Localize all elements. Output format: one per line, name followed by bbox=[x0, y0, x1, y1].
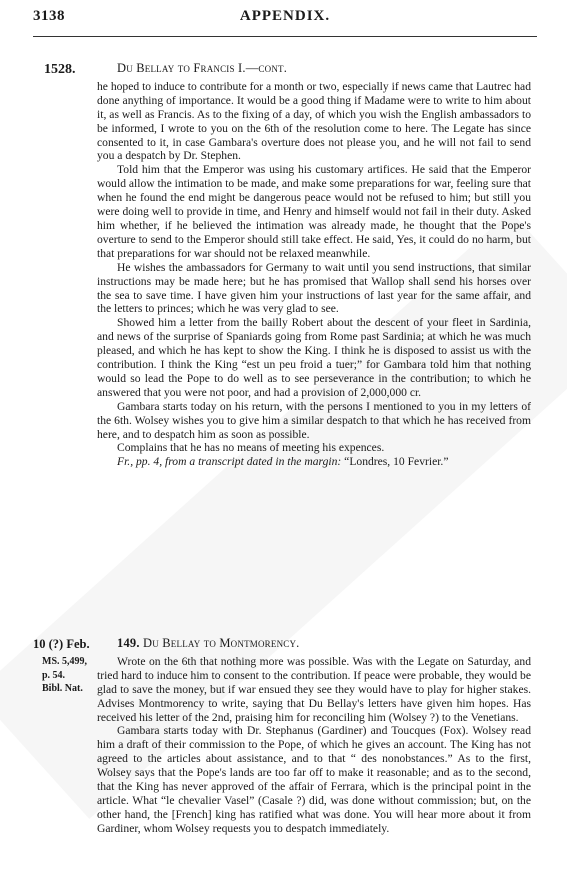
margin-ms-reference bbox=[42, 655, 102, 696]
letter-number: 149. bbox=[117, 636, 140, 650]
source-prefix: Fr., pp. bbox=[117, 455, 151, 469]
paragraph: Complains that he has no means of meeting his expences. bbox=[117, 441, 385, 455]
running-head: APPENDIX. bbox=[239, 8, 331, 24]
source-detail: 4, from a transcript dated in the margin: bbox=[153, 455, 342, 469]
letter-section-2 bbox=[97, 637, 531, 836]
paragraph: Told him that the Emperor was using his customary artifices. He said that the Emperor would allow the intimation to be made, and make some preparations for war, feeling sure that when he found the end might be dangerous peace would not be refused to him; but still you were doing well to provide in time, and Henry and himself would not fail in their duty. Asked him whether, if he believed the intimation was already made, he thought that the Pope's overture to send to the Emperor should still take effect. He said, Yes, it could do no harm, but that preparations for war should not be relaxed meanwhile. bbox=[97, 163, 531, 260]
paragraph: Gambara starts today on his return, with the persons I mentioned to you in my letters of the 6th. Wolsey wishes you to give him a similar despatch to that which he has received from here, and to despatch him as soon as possible. bbox=[97, 399, 531, 441]
paragraph: he hoped to induce to contribute for a month or two, especially if news came that Lautrec had done anything of importance. It would be a good thing if Madame were to write to him about it, as well as Francis. As to the fixing of a day, of which you wish the English ambassadors to be informed, I wrote to you on the 6th of the resolution come to here. The Legate has since consented to it, in case Gambara's overture does not please you, and he will not fail to send you a despatch by Dr. Stephen. bbox=[97, 79, 531, 163]
source-quote: “Londres, 10 Fevrier.” bbox=[344, 455, 449, 469]
ms-line: p. 54. bbox=[42, 669, 66, 681]
section-heading-text: Du Bellay to Montmorency. bbox=[143, 636, 300, 650]
paragraph: Gambara starts today with Dr. Stephanus (Gardiner) and Toucques (Fox). Wolsey read him a draft of their commission to the Pope, of which he gives an account. The King has not agreed to the articles about assistance, and to that “ des nonobstances.” As to the first, Wolsey says that the Pope's lands are too far off to make it reasonable; and as to the second, that the King has never approved of the affair of Ferrara, which is the principal point in the article. What “le chevalier Vasel” (Casale ?) did, was done without commission; but, on the other hand, the [French] king has ratified what was done. You will hear more about it from Gardiner, whom Wolsey requests you to despatch immediately. bbox=[97, 724, 531, 835]
header-rule bbox=[33, 36, 537, 37]
source-note bbox=[97, 455, 531, 469]
paragraph: He wishes the ambassadors for Germany to wait until you send instructions, that similar instructions may be made here; but he has promised that Wallop shall send his horses over the sea to save time. I have given him your instructions of last year for the same affair, and the letters to princes; which he was very glad to see. bbox=[97, 260, 531, 316]
section-heading bbox=[97, 637, 531, 651]
ms-line: MS. 5,499, bbox=[42, 656, 87, 667]
section-heading bbox=[97, 62, 531, 76]
paragraph: Showed him a letter from the bailly Robert about the descent of your fleet in Sardinia, and news of the surprise of Spaniards going from Rome past Sardinia; at which he was much pleased, and which he has kept to show the King. I think he is disposed to assist us with the contribution. I think the King “est un peu froid a tuer;” for Gambara told him that nothing would so lead the Pope to do well as to see perseverance in the contribution; to which he answered that you were not poor, and had a provision of 2,000,000 cr. bbox=[97, 316, 531, 399]
page-header bbox=[33, 8, 537, 34]
page-number: 3138 bbox=[33, 8, 65, 24]
section-heading-text: Du Bellay to Francis I.—cont. bbox=[117, 61, 288, 75]
margin-date: 10 (?) Feb. bbox=[33, 637, 90, 651]
ms-line: Bibl. Nat. bbox=[42, 683, 83, 694]
margin-year: 1528. bbox=[44, 62, 76, 77]
letter-section-1 bbox=[97, 62, 531, 469]
paragraph: Wrote on the 6th that nothing more was possible. Was with the Legate on Saturday, and tried hard to induce him to consent to the contribution. If peace were probable, they would be glad to save the money, but if war ensued they see they would have to play for higher stakes. Advises Montmorency to write, saying that Du Bellay's letters have given him hopes. Has received his letter of the 2nd, praising him for reconciling him (Wolsey ?) to the Venetians. bbox=[97, 654, 531, 724]
